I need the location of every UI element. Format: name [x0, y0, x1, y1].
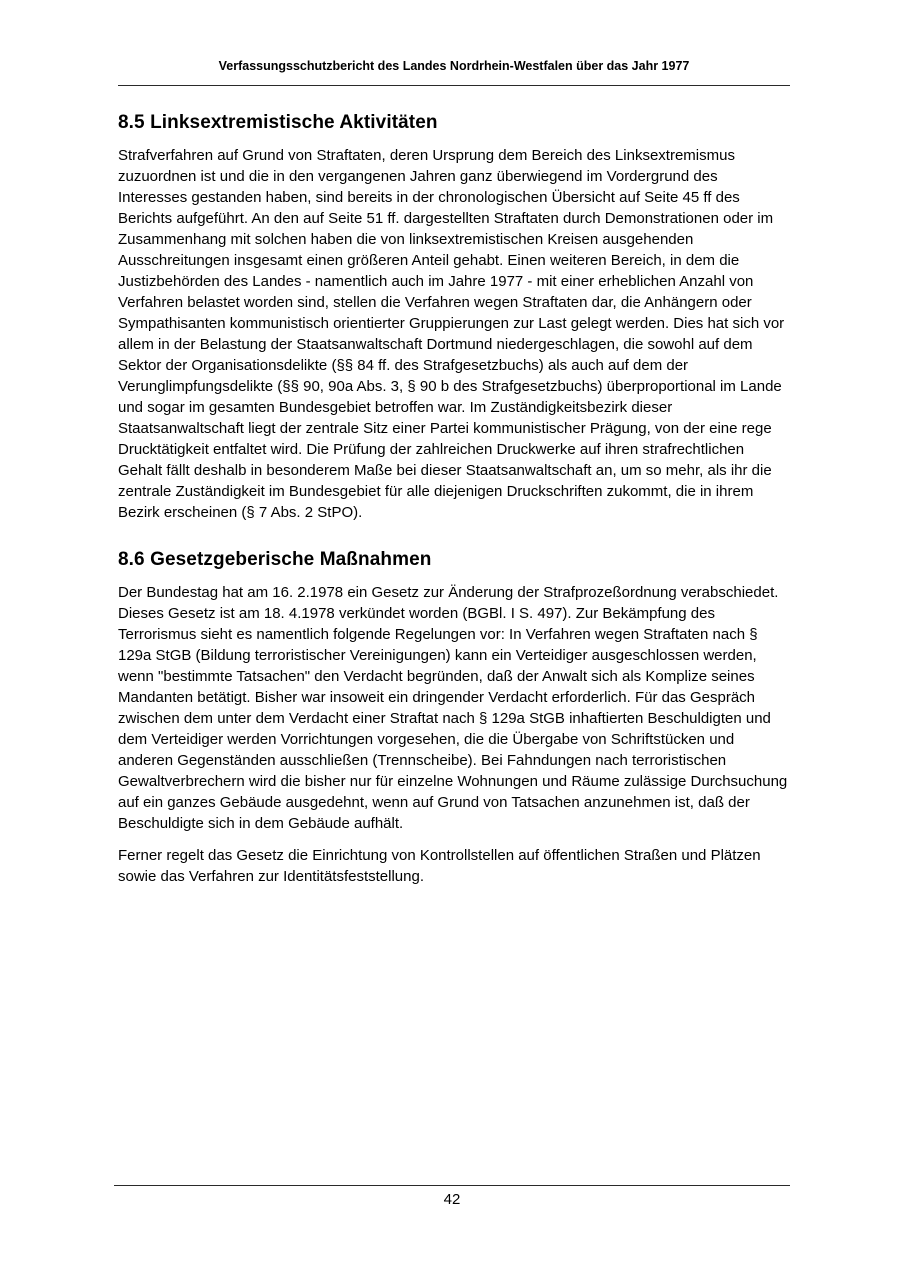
footer-divider — [114, 1185, 790, 1186]
section-8-5-paragraph: Strafverfahren auf Grund von Straftaten, deren Ursprung dem Bereich des Linksextremismus zuzuordnen ist und die in den vergangenen Jahren ganz überwiegend im Vordergrund des Interesses gestanden haben, sind bereits in der chronologischen Übersicht auf Seite 45 ff des Berichts aufgeführt. An den auf Seite 51 ff. dargestellten Straftaten durch Demonstrationen oder im Zusammenhang mit solchen haben die von linksextremistischen Kreisen ausgehenden Ausschreitungen insgesamt einen größeren Anteil gehabt. Einen weiteren Bereich, in dem die Justizbehörden des Landes - namentlich auch im Jahre 1977 - mit einer erheblichen Anzahl von Verfahren belastet worden sind, stellen die Verfahren wegen Straftaten dar, die Anhängern oder Sympathisanten kommunistisch orientierter Gruppierungen zur Last gelegt werden. Dies hat sich vor allem in der Belastung der Staatsanwaltschaft Dortmund niedergeschlagen, die sowohl auf dem Sektor der Organisationsdelikte (§§ 84 ff. des Strafgesetzbuchs) als auch auf dem der Verunglimpfungsdelikte (§§ 90, 90a Abs. 3, § 90 b des Strafgesetzbuchs) überproportional im Lande und sogar im gesamten Bundesgebiet betroffen war. Im Zuständigkeitsbezirk dieser Staatsanwaltschaft liegt der zentrale Sitz einer Partei kommunistischer Prägung, von der eine rege Drucktätigkeit entfaltet wird. Die Prüfung der zahlreichen Druckwerke auf ihren strafrechtlichen Gehalt fällt deshalb in besonderem Maße bei dieser Staatsanwaltschaft an, um so mehr, als ihr die zentrale Zuständigkeit im Bundesgebiet für alle diejenigen Druckschriften zukommt, die in ihrem Bezirk erscheinen (§ 7 Abs. 2 StPO). — [118, 147, 785, 521]
page-footer — [114, 1185, 790, 1210]
running-header: Verfassungsschutzbericht des Landes Nordrhein-Westfalen über das Jahr 1977 — [218, 59, 690, 73]
header-divider — [118, 85, 790, 86]
page-content — [118, 0, 790, 887]
page-number: 42 — [443, 1191, 461, 1208]
section-heading-8-6: 8.6 Gesetzgeberische Maßnahmen — [118, 549, 432, 570]
section-8-6-paragraph-1: Der Bundestag hat am 16. 2.1978 ein Gesetz zur Änderung der Strafprozeßordnung verabschiedet. Dieses Gesetz ist am 18. 4.1978 verkündet worden (BGBl. I S. 497). Zur Bekämpfung des Terrorismus sieht es namentlich folgende Regelungen vor: In Verfahren wegen Straftaten nach § 129a StGB (Bildung terroristischer Vereinigungen) kann ein Verteidiger ausgeschlossen werden, wenn "bestimmte Tatsachen" den Verdacht begründen, daß der Anwalt sich als Komplize seines Mandanten betätigt. Bisher war insoweit ein dringender Verdacht erforderlich. Für das Gespräch zwischen dem unter dem Verdacht einer Straftat nach § 129a StGB inhaftierten Beschuldigten und dem Verteidiger werden Vorrichtungen vorgesehen, die die Übergabe von Schriftstücken und anderen Gegenständen ausschließen (Trennscheibe). Bei Fahndungen nach terroristischen Gewaltverbrechern wird die bisher nur für einzelne Wohnungen und Räume zulässige Durchsuchung auf ein ganzes Gebäude ausgedehnt, wenn auf Grund von Tatsachen anzunehmen ist, daß der Beschuldigte sich in dem Gebäude aufhält. — [118, 584, 788, 832]
section-8-6-paragraph-2: Ferner regelt das Gesetz die Einrichtung von Kontrollstellen auf öffentlichen Straßen und Plätzen sowie das Verfahren zur Identitätsfeststellung. — [118, 847, 761, 885]
section-heading-8-5: 8.5 Linksextremistische Aktivitäten — [118, 112, 438, 133]
